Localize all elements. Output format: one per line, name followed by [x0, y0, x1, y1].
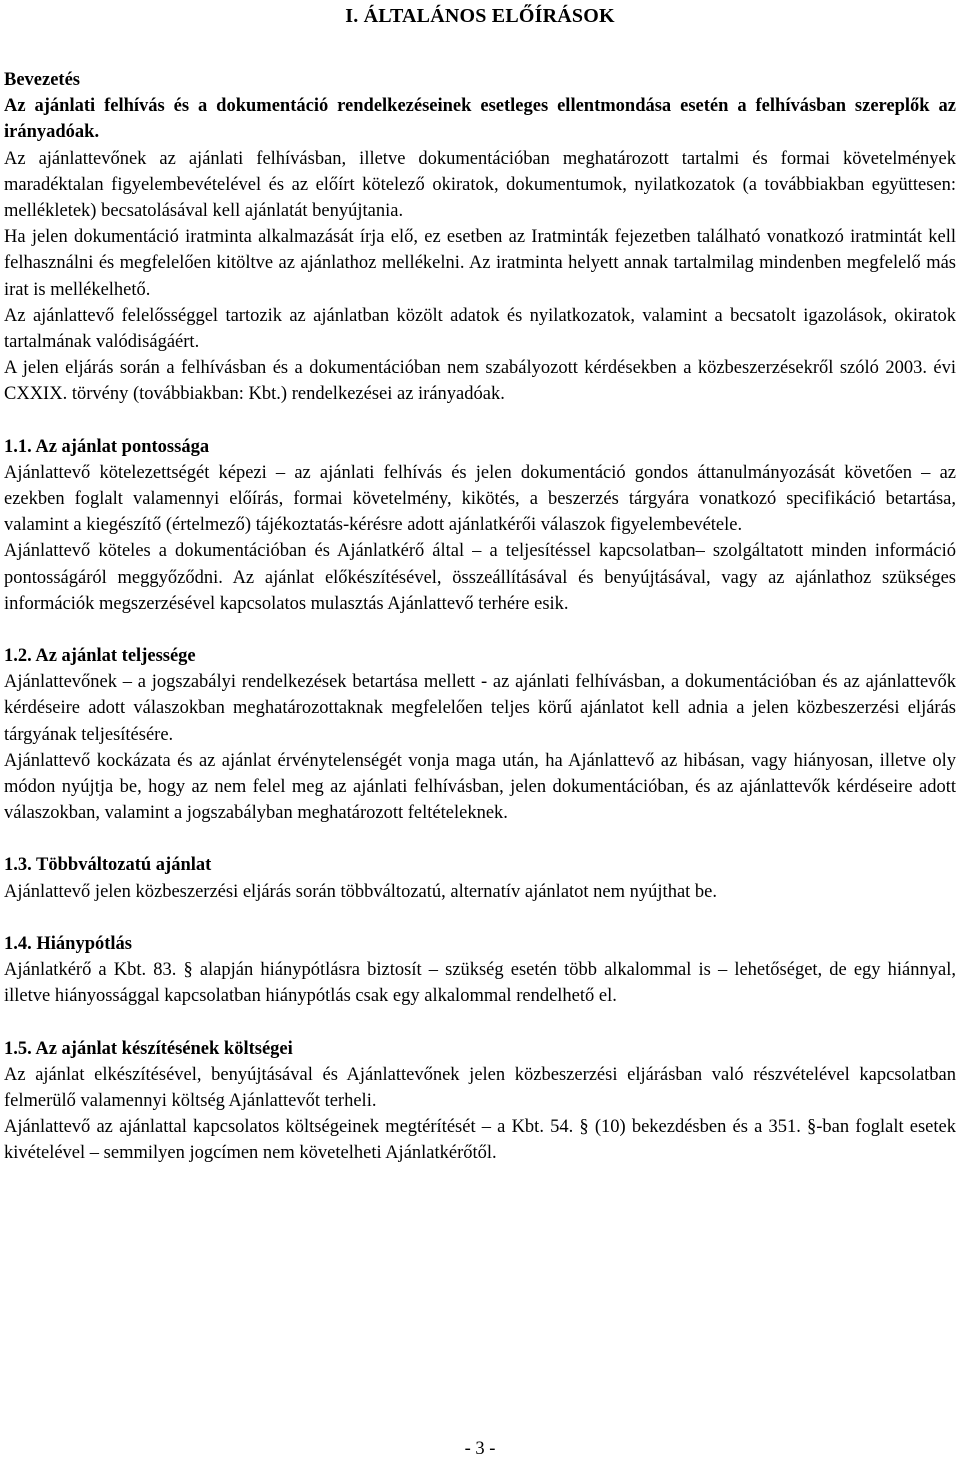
section-title: Az ajánlat teljessége — [35, 646, 196, 667]
section-number: 1.1. — [4, 436, 32, 457]
section-paragraph: Ajánlattevőnek – a jogszabályi rendelkezések betartása mellett - az ajánlati felhívásban, a dokumentációban és az ajánlattevők kérdéseire adott válaszokban meghatározottaknak megfelelően teljes körű ajánlatot kell adnia a jelen közbeszerzési eljárás tárgyának teljesítésére. — [4, 672, 956, 745]
page-number: - 3 - — [464, 1439, 496, 1459]
section-paragraph: Ajánlattevő köteles a dokumentációban és Ajánlatkérő által – a teljesítéssel kapcsolatban– szolgáltatott minden információ pontosságáról meggyőződni. Az ajánlat előkészítésével, összeállításával és benyújtásával, vagy az ajánlathoz szükséges információk megszerzésével kapcsolatos mulasztás Ajánlattevő terhére esik. — [4, 541, 956, 614]
section-title: Az ajánlat készítésének költségei — [35, 1038, 293, 1059]
section-number: 1.3. — [4, 855, 32, 876]
section-title: Többváltozatú ajánlat — [36, 855, 212, 876]
section-1-3 — [4, 852, 956, 904]
section-1-5 — [4, 1036, 956, 1167]
section-1-2 — [4, 643, 956, 826]
section-heading — [4, 1036, 956, 1062]
section-paragraph: Ajánlattevő kötelezettségét képezi – az ajánlati felhívás és jelen dokumentáció gondos áttanulmányozását követően – az ezekben foglalt valamennyi előírás, formai követelmény, kikötés, a beszerzés tárgyára vonatkozó specifikáció betartása, valamint a kiegészítő (értelmező) tájékoztatás-kérésre adott ajánlatkérői válaszok figyelembevétele. — [4, 462, 956, 536]
section-paragraph: Az ajánlat elkészítésével, benyújtásával és Ajánlattevőnek jelen közbeszerzési eljárásban való részvételével kapcsolatban felmerülő valamennyi költség Ajánlattevőt terheli. — [4, 1064, 956, 1111]
section-number: 1.5. — [4, 1038, 32, 1059]
section-number: 1.4. — [4, 933, 32, 954]
section-heading — [4, 434, 956, 460]
section-1-1 — [4, 434, 956, 617]
intro-paragraph: Ha jelen dokumentáció iratminta alkalmazását írja elő, ez esetben az Iratminták fejezetben található vonatkozó iratmintát kell felhasználni és megfelelően kitöltve az ajánlathoz mellékelni. Az iratminta helyett annak tartalmilag mindenben megfelelő más irat is mellékelhető. — [4, 227, 956, 300]
section-title: Hiánypótlás — [36, 933, 132, 954]
section-paragraph: Ajánlattevő az ajánlattal kapcsolatos költségeinek megtérítését – a Kbt. 54. § (10) bekezdésben és a 351. §-ban foglalt esetek kivételével – semmilyen jogcímen nem követelheti Ajánlatkérőtől. — [4, 1117, 956, 1164]
section-paragraph: Ajánlattevő jelen közbeszerzési eljárás során többváltozatú, alternatív ajánlatot nem nyújthat be. — [4, 881, 717, 902]
section-paragraph: Ajánlatkérő a Kbt. 83. § alapján hiánypótlásra biztosít – szükség esetén több alkalommal is – lehetőséget, de egy hiánnyal, illetve hiányossággal kapcsolatban hiánypótlás csak egy alkalommal rendelhető el. — [4, 960, 956, 1007]
section-heading — [4, 931, 956, 957]
section-heading — [4, 643, 956, 669]
section-title: Az ajánlat pontossága — [35, 436, 210, 457]
intro-heading: Bevezetés — [4, 70, 81, 90]
section-number: 1.2. — [4, 646, 32, 667]
section-1-4 — [4, 931, 956, 1010]
intro-section — [4, 67, 956, 408]
intro-bold-paragraph: Az ajánlati felhívás és a dokumentáció rendelkezéseinek esetleges ellentmondása esetén a felhívásban szereplők az irányadóak. — [4, 96, 956, 143]
section-paragraph: Ajánlattevő kockázata és az ajánlat érvénytelenségét vonja maga után, ha Ajánlattevő az hibásan, vagy hiányosan, illetve oly módon nyújtja be, hogy az nem felel meg az ajánlati felhívásban, jelen dokumentációban, és az ajánlattevők kérdéseire adott válaszokban, valamint a jogszabályban meghatározott feltételeknek. — [4, 750, 956, 824]
section-heading — [4, 852, 956, 878]
intro-paragraph: A jelen eljárás során a felhívásban és a dokumentációban nem szabályozott kérdésekben a közbeszerzésekről szóló 2003. évi CXXIX. törvény (továbbiakban: Kbt.) rendelkezései az irányadóak. — [4, 358, 956, 405]
intro-paragraph: Az ajánlattevőnek az ajánlati felhívásban, illetve dokumentációban meghatározott tartalmi és formai követelmények maradéktalan figyelembevételével és az előírt kötelező okiratok, dokumentumok, nyilatkozatok (a továbbiakban együttesen: mellékletek) becsatolásával kell ajánlatát benyújtania. — [4, 148, 956, 222]
page-title: I. ÁLTALÁNOS ELŐÍRÁSOK — [345, 5, 615, 27]
intro-paragraph: Az ajánlattevő felelősséggel tartozik az ajánlatban közölt adatok és nyilatkozatok, valamint a becsatolt igazolások, okiratok tartalmának valódiságáért. — [4, 305, 956, 353]
